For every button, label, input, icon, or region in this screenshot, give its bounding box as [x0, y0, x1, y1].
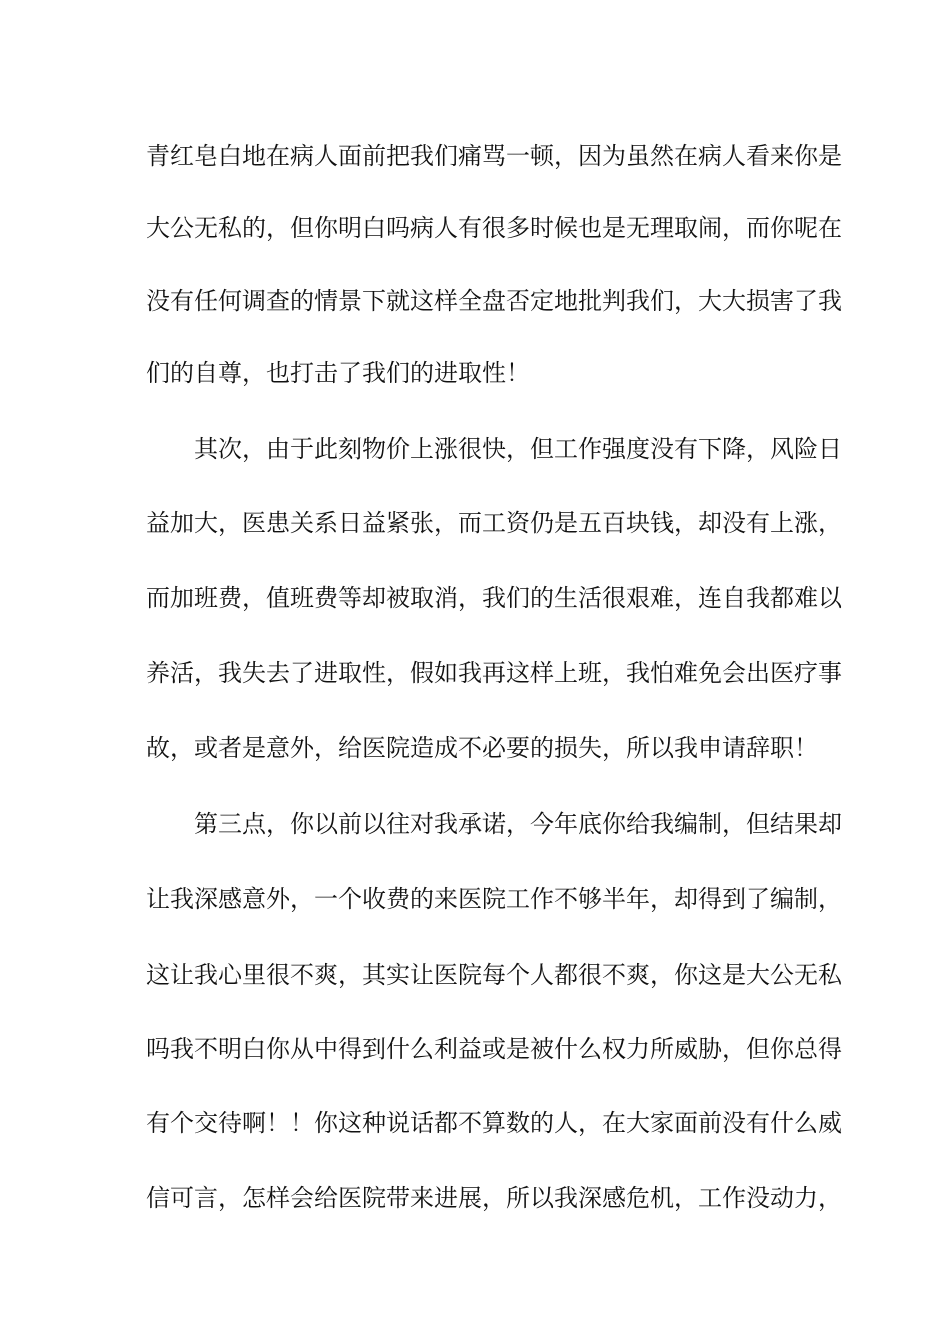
text-line-12: 这让我心里很不爽，其实让医院每个人都很不爽，你这是大公无私 — [146, 961, 842, 989]
text-line-3: 没有任何调查的情景下就这样全盘否定地批判我们，大大损害了我 — [146, 287, 842, 315]
paragraph-2-line-1: 其次，由于此刻物价上涨很快，但工作强度没有下降，风险日 — [194, 435, 842, 463]
text-line-9: 故，或者是意外，给医院造成不必要的损失，所以我申请辞职！ — [146, 734, 818, 762]
text-line-7: 而加班费，值班费等却被取消，我们的生活很艰难，连自我都难以 — [146, 584, 842, 612]
paragraph-3-line-1: 第三点，你以前以往对我承诺，今年底你给我编制，但结果却 — [194, 810, 842, 838]
text-line-2: 大公无私的，但你明白吗病人有很多时候也是无理取闹，而你呢在 — [146, 214, 842, 242]
text-line-14: 有个交待啊！！你这种说话都不算数的人，在大家面前没有什么威 — [146, 1109, 842, 1137]
text-line-8: 养活，我失去了进取性，假如我再这样上班，我怕难免会出医疗事 — [146, 659, 842, 687]
text-line-1: 青红皂白地在病人面前把我们痛骂一顿，因为虽然在病人看来你是 — [146, 142, 842, 170]
text-line-6: 益加大，医患关系日益紧张，而工资仍是五百块钱，却没有上涨， — [146, 509, 842, 537]
text-line-15: 信可言，怎样会给医院带来进展，所以我深感危机，工作没动力， — [146, 1184, 842, 1212]
text-line-4: 们的自尊，也打击了我们的进取性！ — [146, 359, 530, 387]
text-line-11: 让我深感意外，一个收费的来医院工作不够半年，却得到了编制， — [146, 885, 842, 913]
text-line-13: 吗我不明白你从中得到什么利益或是被什么权力所威胁，但你总得 — [146, 1035, 842, 1063]
